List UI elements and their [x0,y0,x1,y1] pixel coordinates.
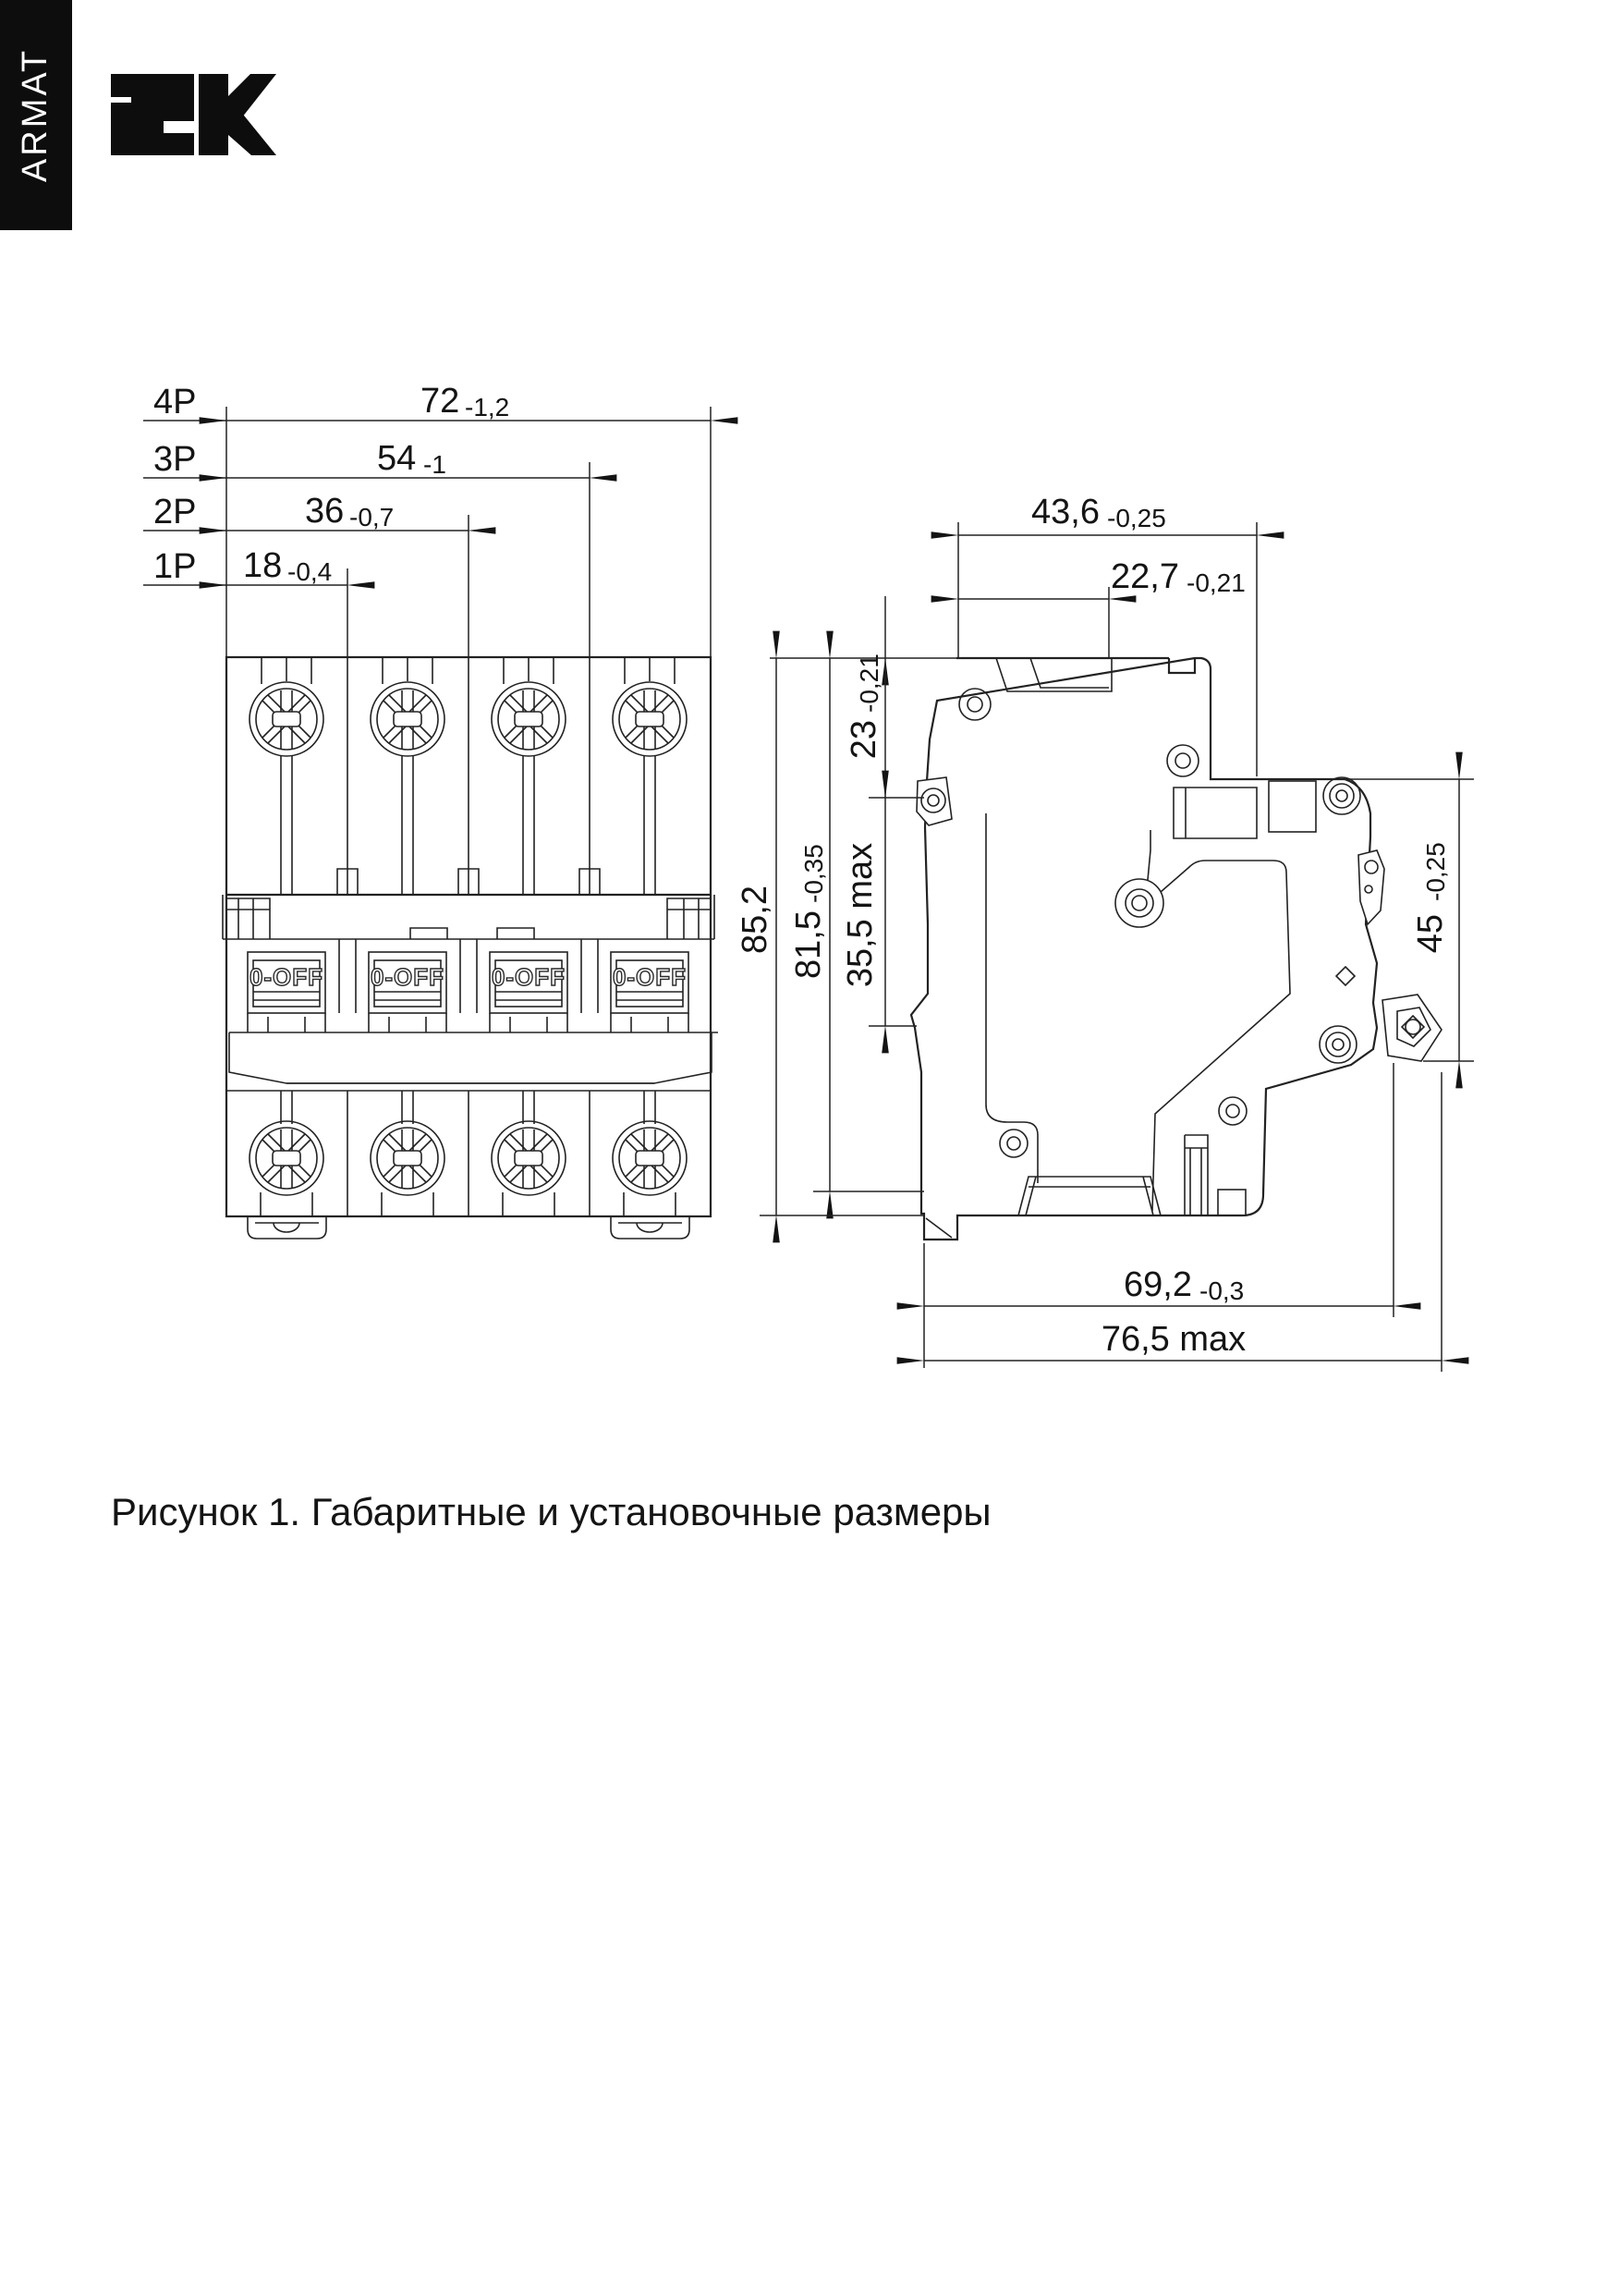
dim-rail-zone-value: 45 [1411,914,1450,954]
side-windows [1174,781,1316,838]
dim-3p-value: 54 [377,439,417,478]
pole-label-4p: 4P [153,383,197,421]
side-terminal-clamp [1382,995,1442,1061]
dim-front-depth-value: 35,5 max [841,842,880,988]
front-dimensions [143,407,711,657]
side-rivets [959,689,1360,1157]
dim-top-width-tol: -0,25 [1107,504,1166,532]
brand-vertical-label: ARMAT [16,47,55,183]
toggle-label-3: 0-OFF [491,963,566,991]
front-edge-clips [226,898,711,939]
toggle-label-4: 0-OFF [612,963,688,991]
dim-2p-value: 36 [305,492,345,531]
dim-bottom-max-width-value: 76,5 max [1101,1320,1247,1359]
dim-total-height-value: 85,2 [736,885,774,954]
dim-1p-tol: -0,4 [287,557,333,586]
pole-label-1p: 1P [153,547,197,586]
side-cavity [986,813,1290,1211]
dim-4p-tol: -1,2 [465,393,510,421]
front-view [143,382,718,1239]
dim-upper-width-value: 22,7 [1111,557,1179,596]
dim-top-width-value: 43,6 [1031,493,1100,531]
pole-label-3p: 3P [153,440,197,479]
front-section-lines [223,895,718,1091]
toggle-label-2: 0-OFF [370,963,445,991]
side-trip-lever [1358,850,1384,924]
dim-3p-tol: -1 [423,450,446,479]
dim-body-height-value: 81,5 [789,910,828,979]
dim-3p [143,462,590,657]
front-din-tabs [248,1216,689,1239]
figure-caption: Рисунок 1. Габаритные и установочные размеры [111,1490,992,1533]
side-square-detail [1336,967,1355,985]
front-dimension-texts [153,382,509,586]
dim-body-height-tol: -0,35 [799,844,828,903]
dim-rail-zone-tol: -0,25 [1421,842,1450,901]
dim-2p [143,515,469,657]
dim-2p-tol: -0,7 [349,503,395,531]
dim-bottom-width-tol: -0,3 [1199,1276,1245,1305]
dim-top-depth-value: 23 [845,720,883,760]
dim-upper-width [958,587,1109,658]
side-bottom-details [926,1135,1246,1238]
dim-1p-value: 18 [243,546,283,585]
dim-top-depth-tol: -0,21 [855,653,883,713]
front-toggle-labels [250,963,687,991]
dim-4p-value: 72 [420,382,460,421]
side-front-latch [917,777,952,825]
dim-upper-width-tol: -0,21 [1187,568,1246,597]
dim-bottom-width-value: 69,2 [1124,1265,1192,1304]
toggle-label-1: 0-OFF [249,963,324,991]
side-dimension-texts [736,493,1450,1359]
front-pole-dividers [347,657,590,1216]
dim-top-width [958,522,1257,776]
side-view [736,493,1474,1372]
pole-label-2p: 2P [153,493,197,531]
dim-4p [143,407,711,657]
side-body-outline [911,658,1377,1240]
